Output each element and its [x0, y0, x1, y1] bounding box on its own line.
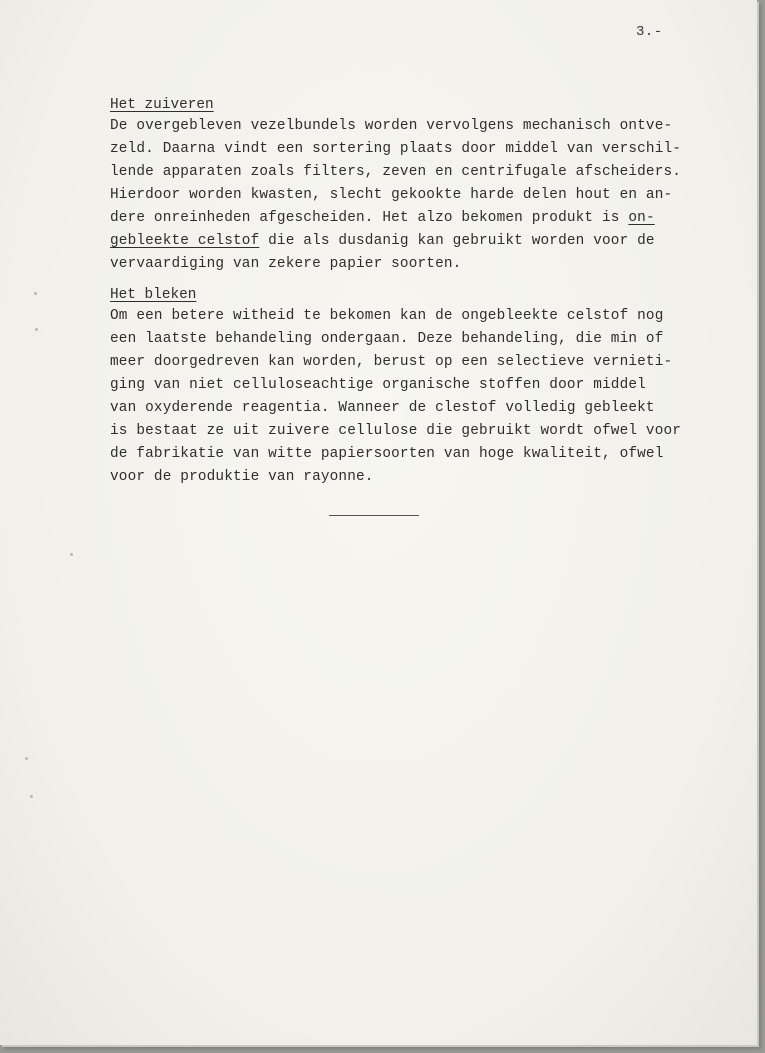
- emphasized-term: gebleekte celstof: [110, 233, 260, 249]
- text-line: is bestaat ze uit zuivere cellulose die gebruikt wordt ofwel voor: [110, 423, 682, 439]
- text-line: ging van niet celluloseachtige organische stoffen door middel: [110, 377, 646, 393]
- text-line: [110, 207, 730, 230]
- text-line: vervaardiging van zekere papier soorten.: [110, 256, 462, 272]
- punch-mark: [35, 328, 38, 331]
- end-divider: [329, 515, 419, 516]
- text-line: Hierdoor worden kwasten, slecht gekookte harde delen hout en an-: [110, 187, 673, 203]
- text-line: voor de produktie van rayonne.: [110, 469, 374, 485]
- text-line: een laatste behandeling ondergaan. Deze behandeling, die min of: [110, 331, 664, 347]
- section-het-zuiveren: [110, 95, 730, 276]
- text-segment: die als dusdanig kan gebruikt worden voor de: [259, 233, 655, 249]
- text-line: [110, 230, 730, 253]
- punch-mark: [30, 795, 33, 798]
- text-line: de fabrikatie van witte papiersoorten van hoge kwaliteit, ofwel: [110, 446, 664, 462]
- section-het-bleken: [110, 285, 730, 489]
- text-line: meer doorgedreven kan worden, berust op een selectieve vernieti-: [110, 354, 673, 370]
- punch-mark: [25, 757, 28, 760]
- text-line: zeld. Daarna vindt een sortering plaats door middel van verschil-: [110, 141, 682, 157]
- section-heading: Het zuiveren: [110, 97, 214, 113]
- text-segment: dere onreinheden afgescheiden. Het alzo bekomen produkt is: [110, 210, 629, 226]
- paragraph: [110, 305, 730, 489]
- page-number: 3.-: [636, 24, 663, 40]
- punch-mark: [34, 292, 37, 295]
- text-line: lende apparaten zoals filters, zeven en centrifugale afscheiders.: [110, 164, 682, 180]
- text-line: van oxyderende reagentia. Wanneer de clestof volledig gebleekt: [110, 400, 655, 416]
- paragraph: [110, 115, 730, 276]
- punch-mark: [70, 553, 73, 556]
- text-line: De overgebleven vezelbundels worden vervolgens mechanisch ontve-: [110, 118, 673, 134]
- emphasized-term-start: on-: [628, 210, 655, 226]
- section-heading: Het bleken: [110, 287, 197, 303]
- text-line: Om een betere witheid te bekomen kan de ongebleekte celstof nog: [110, 308, 664, 324]
